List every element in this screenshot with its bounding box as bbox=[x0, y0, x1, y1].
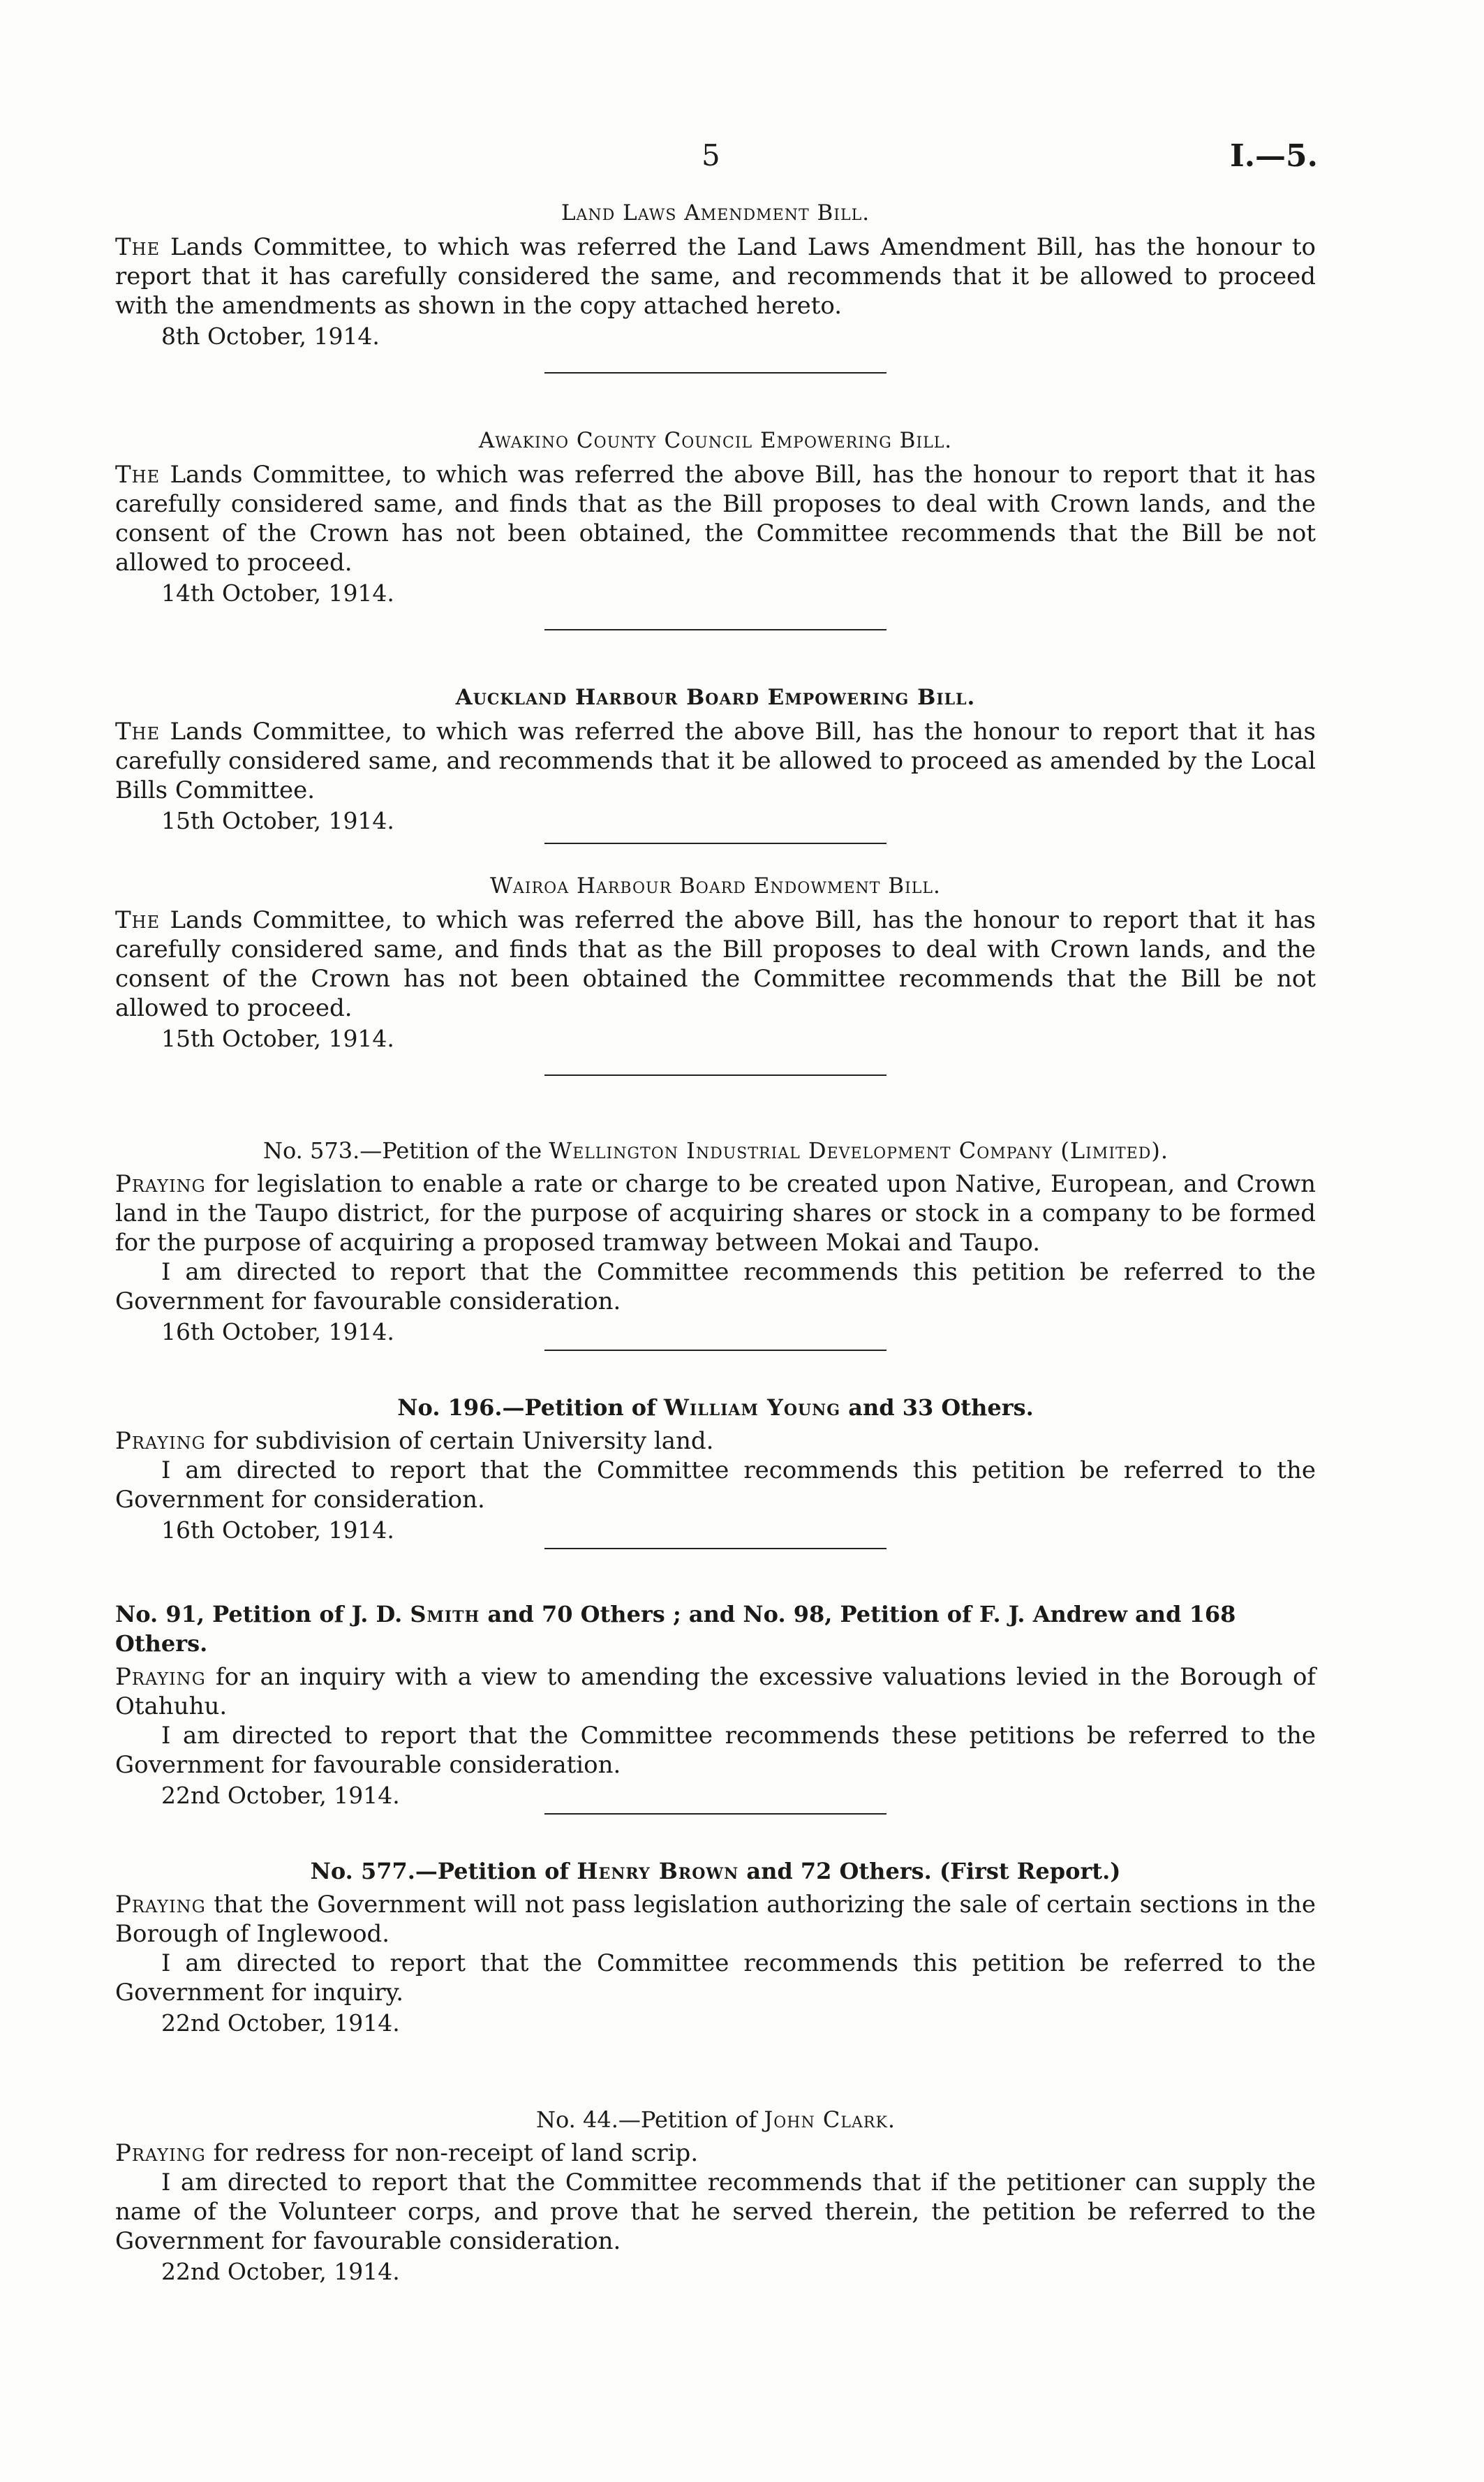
petition-section bbox=[115, 1856, 1316, 2038]
bill-report-text: Lands Committee, to which was referred the above Bill, has the honour to report that it has carefully considered same, and recommends that it be allowed to proceed as amended by the Local Bills Committee. bbox=[115, 718, 1316, 804]
report-date: 16th October, 1914. bbox=[161, 1318, 394, 1345]
bill-report-lead: The bbox=[115, 718, 161, 746]
petition-title-suffix: and 70 Others ; and No. 98, Petition of F. J. Andrew and 168 Others. bbox=[115, 1601, 1236, 1657]
bill-report-text: Lands Committee, to which was referred the Land Laws Amendment Bill, has the honour to report that it has carefully considered the same, and recommends that it be allowed to proceed with the amendments as shown in the copy attached hereto. bbox=[115, 233, 1316, 320]
committee-report: I am directed to report that the Committee recommends this petition be referred to the Government for consideration. bbox=[115, 1456, 1316, 1514]
petitioner-name: Smith bbox=[410, 1601, 480, 1627]
page-header bbox=[0, 138, 1484, 180]
bill-section bbox=[115, 872, 1316, 1054]
bill-section bbox=[115, 427, 1316, 608]
petition-prayer bbox=[115, 1662, 1316, 1721]
petition-prayer-lead: Praying bbox=[115, 2139, 206, 2167]
petition-prayer-text: that the Government will not pass legislation authorizing the sale of certain sections in the Borough of Inglewood. bbox=[115, 1891, 1316, 1948]
bill-title: Land Laws Amendment Bill. bbox=[561, 200, 870, 226]
bill-title: Awakino County Council Empowering Bill. bbox=[478, 428, 953, 453]
petition-title-suffix: . bbox=[887, 2106, 896, 2133]
page-number: 5 bbox=[702, 138, 720, 172]
petition-section bbox=[115, 1393, 1316, 1545]
bill-report-lead: The bbox=[115, 906, 161, 934]
bill-title: Auckland Harbour Board Empowering Bill. bbox=[455, 685, 976, 710]
petition-prayer-lead: Praying bbox=[115, 1170, 206, 1198]
petition-title-prefix: No. 577.—Petition of bbox=[310, 1858, 577, 1884]
petition-title-prefix: No. 44.—Petition of bbox=[535, 2106, 764, 2133]
report-date: 22nd October, 1914. bbox=[161, 2009, 400, 2037]
petition-prayer-text: for subdivision of certain University land. bbox=[205, 1427, 714, 1455]
page-content bbox=[115, 199, 1316, 2287]
petition-section bbox=[115, 1600, 1316, 1810]
petition-prayer bbox=[115, 2138, 1316, 2168]
petition-title-prefix: No. 573.—Petition of the bbox=[262, 1137, 549, 1164]
bill-section bbox=[115, 199, 1316, 351]
petition-title bbox=[115, 2105, 1316, 2134]
report-date: 8th October, 1914. bbox=[161, 323, 380, 350]
petition-prayer-lead: Praying bbox=[115, 1427, 206, 1455]
report-date: 16th October, 1914. bbox=[161, 1516, 394, 1544]
petition-prayer bbox=[115, 1169, 1316, 1257]
petition-title bbox=[115, 1856, 1316, 1886]
petition-title-prefix: No. 196.—Petition of bbox=[397, 1394, 664, 1421]
document-reference: I.—5. bbox=[1230, 138, 1318, 174]
petition-prayer bbox=[115, 1426, 1316, 1456]
report-date: 14th October, 1914. bbox=[161, 579, 394, 607]
petition-title bbox=[115, 1393, 1316, 1422]
petition-title-suffix: and 33 Others. bbox=[840, 1394, 1034, 1421]
petition-title bbox=[115, 1136, 1316, 1165]
committee-report: I am directed to report that the Committee recommends these petitions be referred to the Government for favourable consideration. bbox=[115, 1722, 1316, 1779]
bill-report bbox=[115, 460, 1316, 577]
petitioner-name: Wellington Industrial Development Company (Limited) bbox=[549, 1137, 1161, 1164]
bill-title: Wairoa Harbour Board Endowment Bill. bbox=[490, 873, 941, 899]
petition-prayer-lead: Praying bbox=[115, 1891, 206, 1919]
petition-section bbox=[115, 1136, 1316, 1347]
petitioner-name: John Clark bbox=[764, 2106, 888, 2133]
committee-report: I am directed to report that the Committee recommends that if the petitioner can supply the name of the Volunteer corps, and prove that he served therein, the petition be referred to the Government for favourable consideration. bbox=[115, 2169, 1316, 2255]
bill-report-lead: The bbox=[115, 461, 161, 489]
bill-report bbox=[115, 717, 1316, 805]
bill-report-text: Lands Committee, to which was referred the above Bill, has the honour to report that it has carefully considered same, and finds that as the Bill proposes to deal with Crown lands, and the consent of the Crown has not been obtained the Committee recommends that the Bill be not allowed to proceed. bbox=[115, 906, 1316, 1022]
petition-prayer-text: for an inquiry with a view to amending the excessive valuations levied in the Borough of Otahuhu. bbox=[115, 1663, 1316, 1720]
petition-title bbox=[115, 1600, 1316, 1658]
report-date: 15th October, 1914. bbox=[161, 807, 394, 834]
bill-section bbox=[115, 684, 1316, 836]
petitioner-name: William Young bbox=[663, 1394, 841, 1421]
petition-prayer-text: for legislation to enable a rate or charge to be created upon Native, European, and Crown land in the Taupo district, for the purpose of acquiring shares or stock in a company to be formed for the purpose of acquiring a proposed tramway between Mokai and Taupo. bbox=[115, 1170, 1316, 1257]
bill-report-text: Lands Committee, to which was referred the above Bill, has the honour to report that it has carefully considered same, and finds that as the Bill proposes to deal with Crown lands, and the consent of the Crown has not been obtained, the Committee recommends that the Bill be not allowed to proceed. bbox=[115, 461, 1316, 577]
report-date: 15th October, 1914. bbox=[161, 1025, 394, 1052]
petition-title-prefix: No. 91, Petition of J. D. bbox=[115, 1601, 410, 1627]
petition-title-suffix: . bbox=[1160, 1137, 1168, 1164]
petitioner-name: Henry Brown bbox=[577, 1858, 739, 1884]
committee-report: I am directed to report that the Committee recommends this petition be referred to the Government for favourable consideration. bbox=[115, 1258, 1316, 1315]
bill-report bbox=[115, 232, 1316, 320]
bill-report bbox=[115, 906, 1316, 1023]
report-date: 22nd October, 1914. bbox=[161, 2258, 400, 2285]
petition-prayer bbox=[115, 1890, 1316, 1949]
report-date: 22nd October, 1914. bbox=[161, 1782, 400, 1809]
petition-prayer-text: for redress for non-receipt of land scrip. bbox=[205, 2139, 699, 2167]
petition-title-suffix: and 72 Others. (First Report.) bbox=[739, 1858, 1121, 1884]
petition-prayer-lead: Praying bbox=[115, 1663, 206, 1691]
petition-section bbox=[115, 2105, 1316, 2287]
committee-report: I am directed to report that the Committee recommends this petition be referred to the Government for inquiry. bbox=[115, 1949, 1316, 2007]
bill-report-lead: The bbox=[115, 233, 161, 261]
